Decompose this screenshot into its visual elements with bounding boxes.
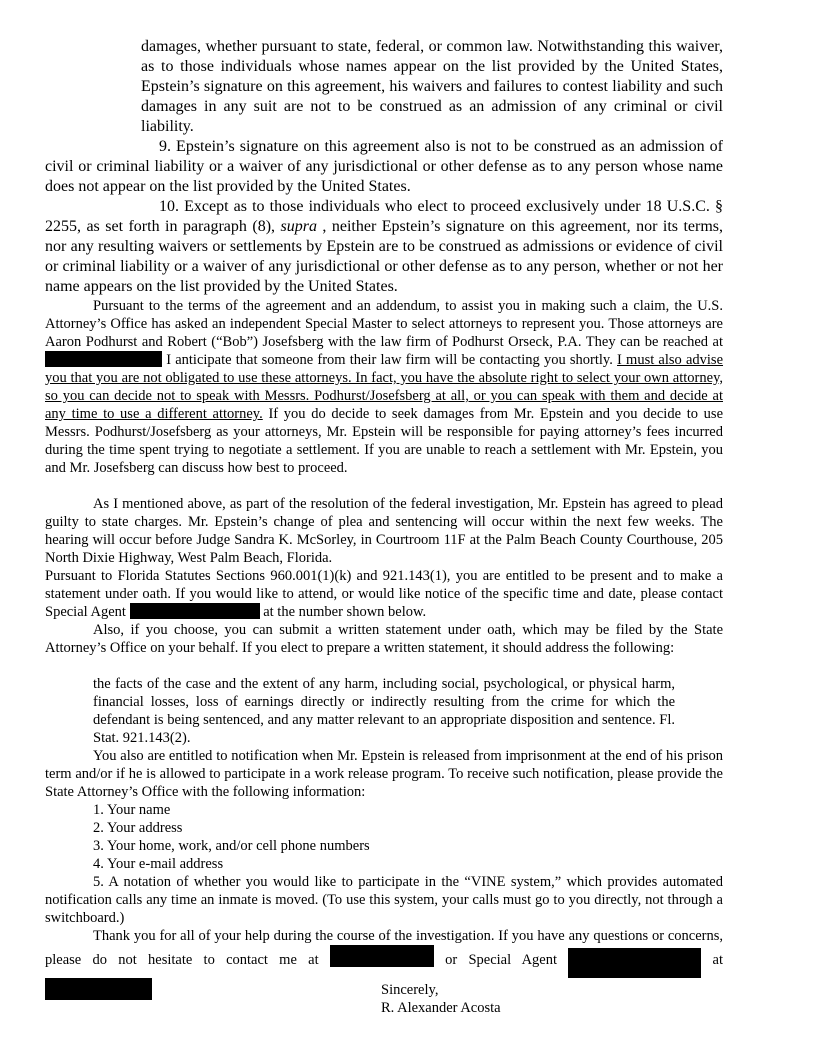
attorneys-text-1: Pursuant to the terms of the agreement and an addendum, to assist you in making such a claim, the U.S. Attorney’s Office has asked an independent Special Master to select attorneys to represent you. Those attorneys are Aaron Podhurst and Robert (“Bob”) Josefsberg with the law firm of Podhurst Orseck, P.A. They can be reached at	[45, 298, 723, 350]
signature-name: R. Alexander Acosta	[381, 1000, 501, 1016]
statutes-text-2: at the number shown below.	[263, 604, 427, 620]
redaction-block	[45, 978, 152, 1000]
plea-paragraph: As I mentioned above, as part of the resolution of the federal investigation, Mr. Epstein has agreed to plead guilty to state charges. Mr. Epstein’s change of plea and sentencing will occur within the next few weeks. The hearing will occur before Judge Sandra K. McSorley, in Courtroom 11F at the Palm Beach County Courthouse, 205 North Dixie Highway, West Palm Beach, Florida.	[45, 496, 723, 566]
signature-closing: Sincerely,	[381, 982, 439, 998]
closing-text-1: Thank you for all of your help during the course of the investigation. If you have any questions or concerns, please do not hesitate to contact me at	[45, 928, 723, 968]
paragraph-10-text-b: , neither Epstein’s signature on this agreement, nor its terms, nor any resulting waivers or settlements by Epstein are to be construed as admissions or evidence of civil or criminal liability or a waiver of any jurisdictional or other defense as to any person, whether or not her name appears on the list provided by the United States.	[45, 218, 724, 295]
signature-block	[381, 981, 681, 1017]
paragraph-10	[45, 197, 723, 297]
redaction-block	[45, 351, 162, 367]
list-item: 4. Your e-mail address	[93, 856, 224, 872]
redaction-block	[568, 948, 701, 978]
statutes-paragraph	[45, 567, 723, 621]
info-list	[93, 801, 693, 873]
statutes-text-1: Pursuant to Florida Statutes Sections 960.001(1)(k) and 921.143(1), you are entitled to be present and to make a statement under oath. If you would like to attend, or would like notice of the specific time and date, please contact Special Agent	[45, 568, 723, 620]
attorneys-text-2: I anticipate that someone from their law firm will be contacting you shortly.	[166, 352, 613, 368]
list-item: 2. Your address	[93, 820, 183, 836]
list-item: 3. Your home, work, and/or cell phone numbers	[93, 838, 370, 854]
paragraph-10-italic: supra	[280, 218, 317, 235]
paragraph-8-continued: damages, whether pursuant to state, federal, or common law. Notwithstanding this waiver, as to those individuals whose names appear on the list provided by the United States, Epstein’s signature on this agreement, his waivers and failures to contest liability and such damages in any suit are not to be construed as an admission of any criminal or civil liability.	[141, 38, 723, 135]
vine-item: 5. A notation of whether you would like to participate in the “VINE system,” which provides automated notification calls any time an inmate is moved. (To use this system, your calls must go to you directly, not through a switchboard.)	[45, 874, 723, 926]
paragraph-10-text-a: 10. Except as to those individuals who elect to proceed exclusively under 18 U.S.C. § 2255, as set forth in paragraph (8),	[45, 198, 723, 235]
attorneys-underlined-advice: I must also advise you that you are not obligated to use these attorneys. In fact, you have the absolute right to select your own attorney, so you can decide not to speak with Messrs. Podhurst/Josefsberg at all, or you can speak with them and decide at any time to use a different attorney.	[45, 352, 724, 422]
redaction-block	[130, 603, 260, 619]
list-item: 1. Your name	[93, 802, 171, 818]
paragraph-9: 9. Epstein’s signature on this agreement also is not to be construed as an admission of civil or criminal liability or a waiver of any jurisdictional or other defense as to any person whose name does not appear on the list provided by the United States.	[45, 138, 723, 195]
notification-paragraph: You also are entitled to notification when Mr. Epstein is released from imprisonment at the end of his prison term and/or if he is allowed to participate in a work release program. To receive such notification, please provide the State Attorney’s Office with the following information:	[45, 748, 723, 800]
closing-text-3: at	[712, 952, 723, 968]
attorneys-text-3: If you do decide to seek damages from Mr. Epstein and you decide to use Messrs. Podhurst/Josefsberg as your attorneys, Mr. Epstein will be responsible for paying attorney’s fees incurred during the time spent trying to negotiate a settlement. If you are unable to reach a settlement with Mr. Epstein, you and Mr. Josefsberg can discuss how best to proceed.	[45, 406, 724, 476]
attorneys-paragraph	[45, 297, 723, 477]
statement-block-quote: the facts of the case and the extent of any harm, including social, psychological, or physical harm, financial losses, loss of earnings directly or indirectly resulting from the crime for which the defendant is being sentenced, and any matter relevant to an appropriate disposition and sentence. Fl. Stat. 921.143(2).	[93, 676, 675, 746]
closing-text-2: or Special Agent	[445, 952, 558, 968]
redaction-block	[330, 945, 434, 967]
written-statement-paragraph: Also, if you choose, you can submit a written statement under oath, which may be filed by the State Attorney’s Office on your behalf. If you elect to prepare a written statement, it should address the following:	[45, 622, 723, 656]
